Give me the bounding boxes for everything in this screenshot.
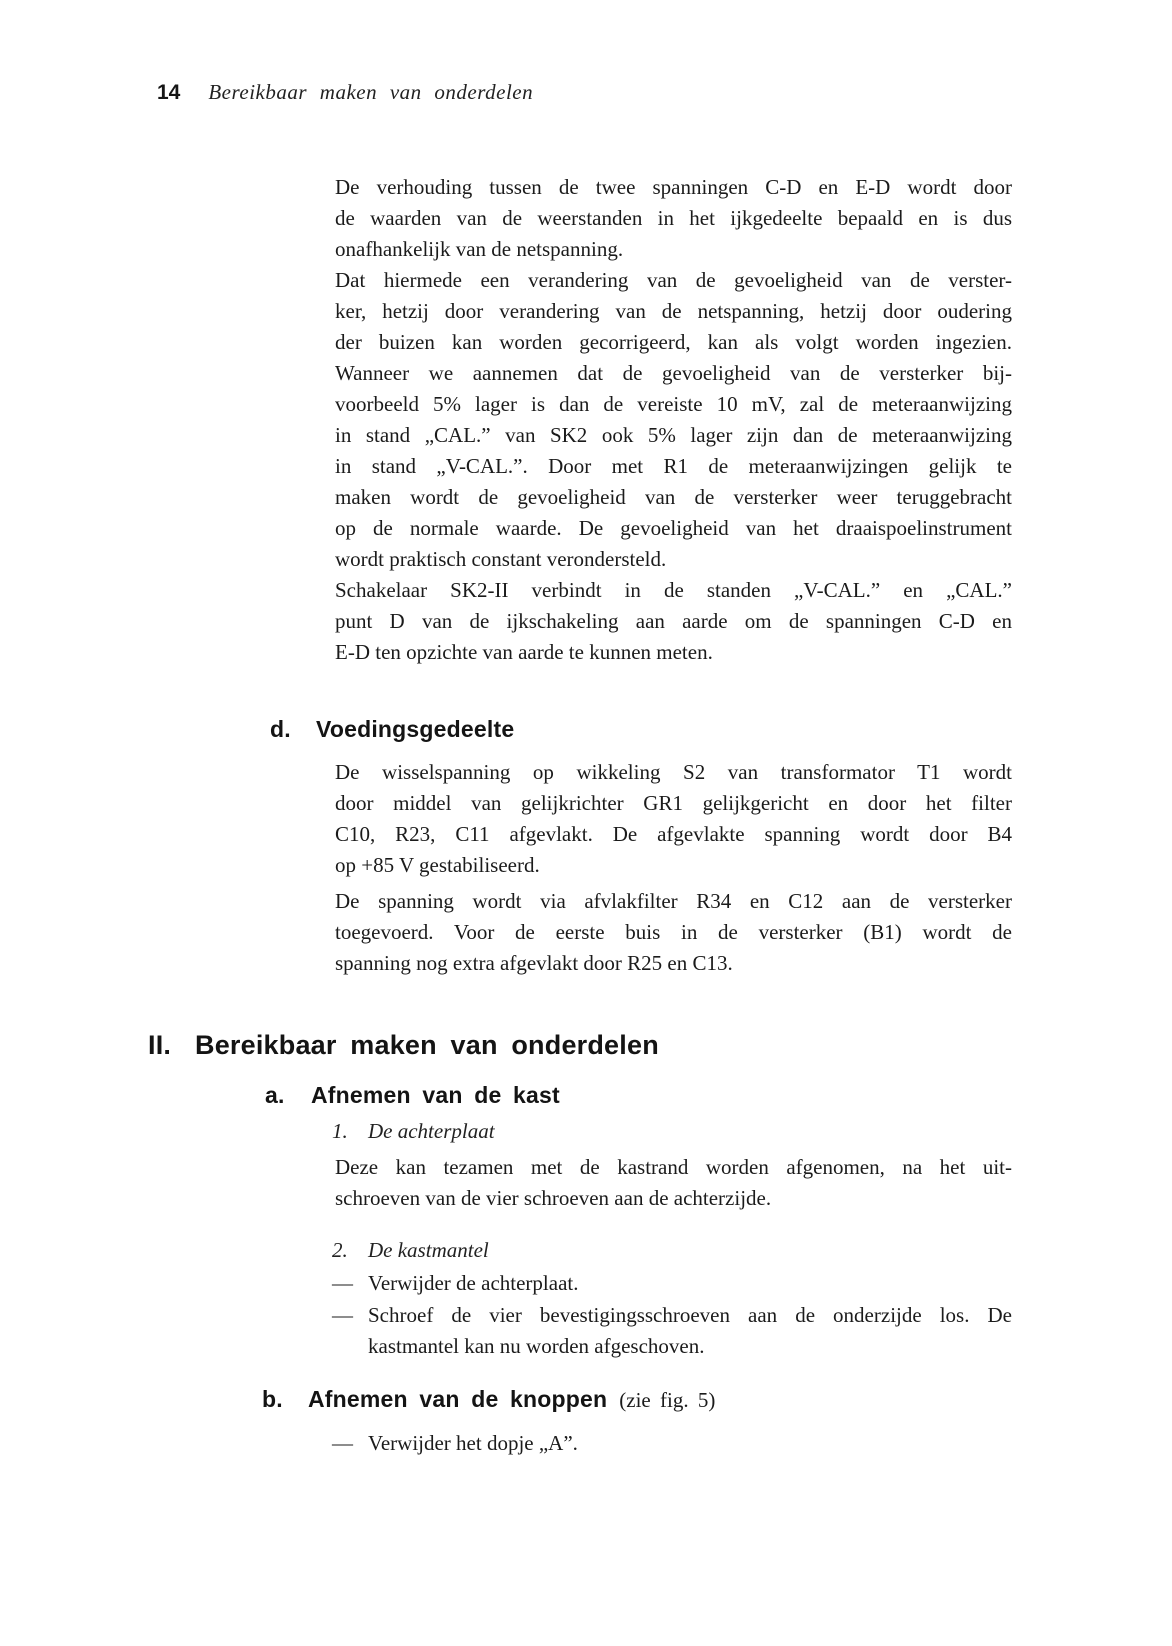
subheading-backplate	[332, 1119, 495, 1144]
chapter-heading	[148, 1030, 659, 1061]
paragraph-smoothing-filter	[335, 886, 1012, 979]
section-suffix-b: (zie fig. 5)	[619, 1388, 716, 1412]
text-line: Wanneer we aannemen dat de gevoeligheid van de versterker bij-	[335, 361, 1012, 385]
bullet-remove-cap-text	[368, 1428, 1012, 1459]
text-line: op de normale waarde. De gevoeligheid van het draaispoelinstrument	[335, 516, 1012, 540]
bullet-remove-cap	[332, 1428, 1012, 1459]
section-heading-a	[265, 1082, 560, 1109]
text-line: in stand „V-CAL.”. Door met R1 de meteraanwijzingen gelijk te	[335, 454, 1012, 478]
text-line: De spanning wordt via afvlakfilter R34 en C12 aan de versterker	[335, 889, 1012, 913]
text-line: kastmantel kan nu worden afgeschoven.	[368, 1334, 705, 1358]
running-head	[157, 80, 533, 105]
paragraph-backplate	[335, 1152, 1012, 1214]
text-line: Verwijder de achterplaat.	[368, 1271, 579, 1295]
section-title-b: Afnemen van de knoppen	[308, 1386, 608, 1412]
text-line: in stand „CAL.” van SK2 ook 5% lager zijn dan de meteraanwijzing	[335, 423, 1012, 447]
bullet-remove-backplate	[332, 1268, 1012, 1299]
running-title: Bereikbaar maken van onderdelen	[208, 80, 534, 104]
section-heading-b	[262, 1386, 715, 1413]
text-line: der buizen kan worden gecorrigeerd, kan als volgt worden ingezien.	[335, 330, 1012, 354]
text-line: spanning nog extra afgevlakt door R25 en C13.	[335, 951, 733, 975]
paragraph-voltage-ratio	[335, 172, 1012, 265]
text-line: C10, R23, C11 afgevlakt. De afgevlakte spanning wordt door B4	[335, 822, 1012, 846]
section-title-a: Afnemen van de kast	[311, 1082, 560, 1108]
text-line: de waarden van de weerstanden in het ijkgedeelte bepaald en is dus	[335, 206, 1012, 230]
page-number: 14	[157, 81, 181, 104]
section-label-a: a.	[265, 1082, 285, 1108]
text-line: Deze kan tezamen met de kastrand worden afgenomen, na het uit-	[335, 1155, 1012, 1179]
section-title-d: Voedingsgedeelte	[316, 716, 515, 742]
section-label-d: d.	[270, 716, 291, 742]
text-line: E-D ten opzichte van aarde te kunnen meten.	[335, 640, 713, 664]
text-line: toegevoerd. Voor de eerste buis in de versterker (B1) wordt de	[335, 920, 1012, 944]
text-line: De verhouding tussen de twee spanningen C-D en E-D wordt door	[335, 175, 1012, 199]
text-line: schroeven van de vier schroeven aan de achterzijde.	[335, 1186, 772, 1210]
text-line: Schroef de vier bevestigingsschroeven aan de onderzijde los. De	[368, 1303, 1012, 1327]
bullet-unscrew-screws	[332, 1300, 1012, 1362]
text-line: onafhankelijk van de netspanning.	[335, 237, 624, 261]
paragraph-switch-sk2	[335, 575, 1012, 668]
text-line: voorbeeld 5% lager is dan de vereiste 10 mV, zal de meteraanwijzing	[335, 392, 1012, 416]
chapter-label: II.	[148, 1030, 172, 1060]
text-line: ker, hetzij door verandering van de netspanning, hetzij door oudering	[335, 299, 1012, 323]
bullet-remove-backplate-text	[368, 1268, 1012, 1299]
dash-marker: —	[332, 1271, 353, 1295]
subheading-backplate-number: 1.	[332, 1119, 348, 1143]
text-line: Dat hiermede een verandering van de gevoeligheid van de verster-	[335, 268, 1012, 292]
text-line: Verwijder het dopje „A”.	[368, 1431, 578, 1455]
subheading-casing-title: De kastmantel	[368, 1238, 489, 1262]
text-line: maken wordt de gevoeligheid van de versterker weer teruggebracht	[335, 485, 1012, 509]
text-line: De wisselspanning op wikkeling S2 van transformator T1 wordt	[335, 760, 1012, 784]
text-line: punt D van de ijkschakeling aan aarde om de spanningen C-D en	[335, 609, 1012, 633]
section-label-b: b.	[262, 1386, 283, 1412]
dash-marker: —	[332, 1431, 353, 1455]
subheading-backplate-title: De achterplaat	[368, 1119, 495, 1143]
text-line: op +85 V gestabiliseerd.	[335, 853, 540, 877]
section-heading-d	[270, 716, 514, 743]
dash-marker: —	[332, 1303, 353, 1327]
subheading-casing-number: 2.	[332, 1238, 348, 1262]
text-line: Schakelaar SK2-II verbindt in de standen „V-CAL.” en „CAL.”	[335, 578, 1012, 602]
bullet-unscrew-screws-text	[368, 1300, 1012, 1362]
chapter-title: Bereikbaar maken van onderdelen	[195, 1030, 659, 1060]
text-line: door middel van gelijkrichter GR1 gelijkgericht en door het filter	[335, 791, 1012, 815]
paragraph-sensitivity-correction	[335, 265, 1012, 575]
text-line: wordt praktisch constant verondersteld.	[335, 547, 667, 571]
paragraph-power-supply	[335, 757, 1012, 881]
subheading-casing	[332, 1238, 489, 1263]
